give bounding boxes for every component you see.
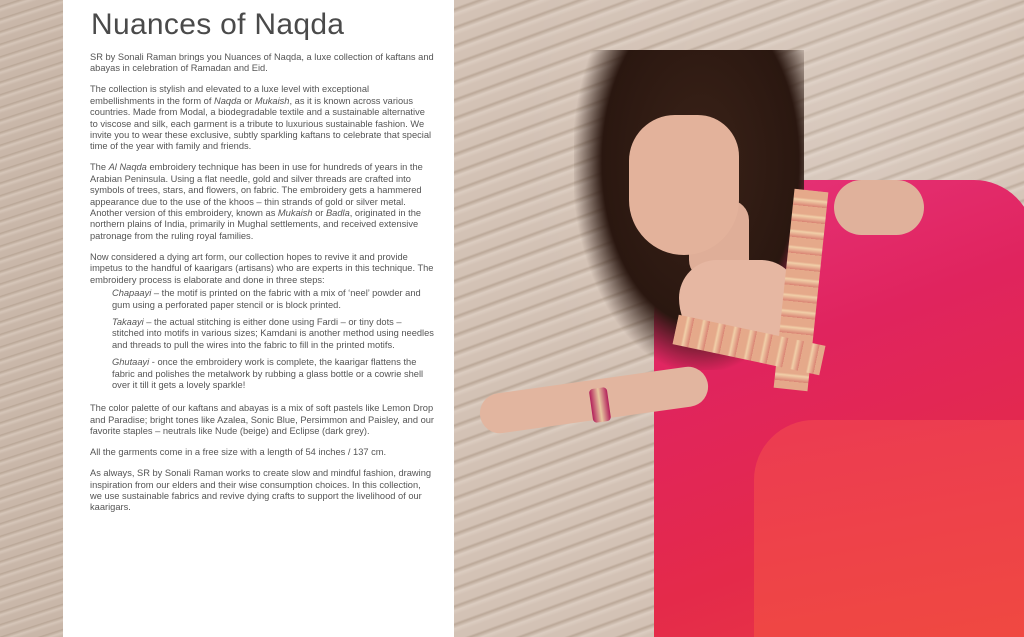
text-panel — [63, 0, 454, 637]
article-body — [90, 52, 435, 523]
collection-paragraph: The collection is stylish and elevated to a luxe level with exceptional embellishments in the form of Naqda or Mukaish, as it is known across various countries. Made from Modal, a biodegradable textile and a sustainable alternative to viscose and silk, each garment is a tribute to luxurious sustainable fashion. We invite you to wear these exclusive, subtly sparkling kaftans to celebrate that special time of the year with family and friends. — [90, 84, 432, 152]
intro-paragraph: SR by Sonali Raman brings you Nuances of Naqda, a luxe collection of kaftans and abayas in celebration of Ramadan and Eid. — [90, 52, 434, 74]
page-title: Nuances of Naqda — [91, 8, 345, 41]
step-takaayi: Takaayi – the actual stitching is either done using Fardi – or tiny dots – stitched into motifs in various sizes; Kamdani is another method using needles and threads to pull the wires into the fabric to fill in the printed motifs. — [112, 316, 434, 350]
model-face — [629, 115, 739, 255]
model-shoulder — [834, 180, 924, 235]
sand-background-left — [0, 0, 63, 637]
technique-paragraph: The Al Naqda embroidery technique has been in use for hundreds of years in the Arabian Peninsula. Using a flat needle, gold and silver threads are crafted into symbols of trees, stars, and flowers, on fabric. The embroidery gets a hammered appearance due to the use of the khoos – thin strands of gold or silver metal. Another version of this embroidery, known as Mukaish or Badla, originated in the northern plains of India, primarily in Mughal settlements, and received extensive patronage from the ruling royal families. — [90, 162, 423, 241]
palette-paragraph: The color palette of our kaftans and abayas is a mix of soft pastels like Lemon Drop and Paradise; bright tones like Azalea, Sonic Blue, Persimmon and Paisley, and our favorite staples – neutrals like Nude (beige) and Eclipse (dark grey). — [90, 403, 435, 437]
step-ghutaayi: Ghutaayi - once the embroidery work is complete, the kaarigar flattens the fabric and polishes the metalwork by rubbing a glass bottle or a cowrie shell over it till it gets a lovely sparkle! — [112, 357, 424, 390]
revival-paragraph: Now considered a dying art form, our collection hopes to revive it and provide impetus to the handful of kaarigars (artisans) who are experts in this technique. The embroidery process is elaborate and done in three steps: — [90, 251, 434, 285]
kaftan-skirt — [754, 420, 1024, 637]
step-chapaayi: Chapaayi – the motif is printed on the fabric with a mix of ‘neel’ powder and gum using a perforated paper stencil or is block printed. — [112, 288, 421, 310]
model-photo — [454, 0, 1024, 637]
closing-paragraph: As always, SR by Sonali Raman works to create slow and mindful fashion, drawing inspiration from our elders and their wise consumption choices. In this collection, we use sustainable fabrics and revive dying crafts to support the livelihood of our kaarigars. — [90, 468, 432, 513]
size-paragraph: All the garments come in a free size with a length of 54 inches / 137 cm. — [90, 447, 387, 458]
